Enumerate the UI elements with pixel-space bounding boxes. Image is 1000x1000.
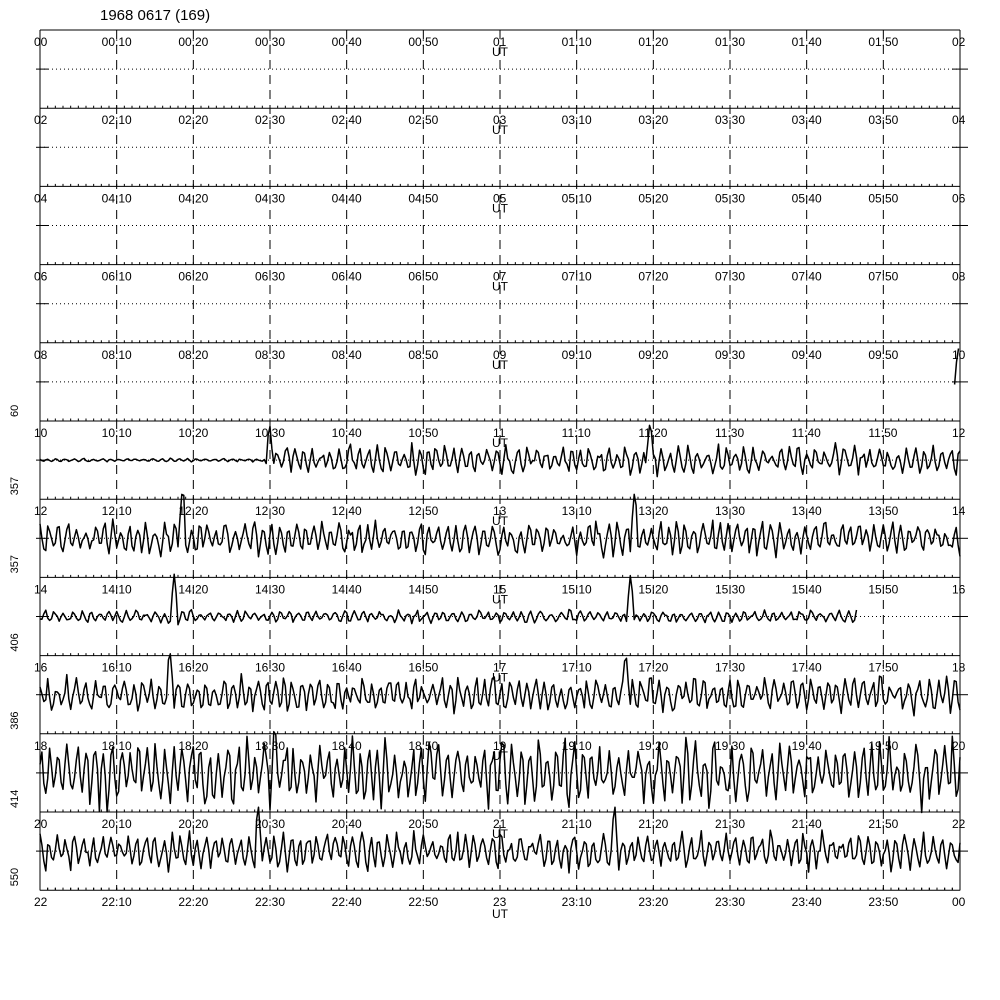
- tick-label-minute: 06:30: [255, 269, 286, 284]
- tick-label-minute: 09:10: [561, 347, 592, 362]
- tick-label-minute: 01:50: [868, 35, 899, 49]
- tick-label-minute: 17:50: [868, 660, 899, 675]
- tick-label-minute: 12:20: [178, 504, 209, 519]
- tick-label-minute: 14:30: [255, 582, 286, 597]
- tick-label-minute: 19:50: [868, 738, 899, 753]
- tick-label-minute: 20:20: [178, 817, 209, 831]
- tick-label-minute: 07:40: [791, 269, 822, 284]
- tick-label-hour-end: 06: [952, 191, 966, 206]
- axis-label-ut: UT: [492, 436, 508, 450]
- tick-label-minute: 16:50: [408, 660, 439, 675]
- tick-label-minute: 20:30: [255, 817, 286, 831]
- tick-label-minute: 08:20: [178, 347, 209, 362]
- tick-label-minute: 22:40: [331, 895, 362, 910]
- amplitude-label: 550: [9, 867, 21, 887]
- tick-label-minute: 15:10: [561, 582, 592, 597]
- tick-label-hour-mid: 17: [493, 660, 507, 675]
- tick-label-minute: 04:10: [101, 191, 132, 206]
- tick-label-minute: 18:50: [408, 738, 439, 753]
- tick-label-minute: 12:30: [255, 504, 286, 519]
- tick-label-minute: 06:50: [408, 269, 439, 284]
- tick-label-minute: 19:20: [638, 738, 669, 753]
- tick-label-minute: 01:20: [638, 35, 669, 49]
- tick-label-minute: 08:10: [101, 347, 132, 362]
- tick-label-minute: 11:20: [638, 426, 668, 440]
- tick-label-minute: 03:50: [868, 113, 899, 128]
- tick-label-minute: 01:40: [791, 35, 822, 49]
- tick-label-minute: 23:30: [715, 895, 746, 910]
- tick-label-minute: 08:40: [331, 347, 362, 362]
- tick-label-minute: 03:40: [791, 113, 822, 128]
- tick-label-minute: 11:40: [791, 426, 821, 440]
- tick-label-minute: 05:40: [791, 191, 822, 206]
- tick-label-hour-start: 18: [34, 738, 48, 753]
- axis-label-ut: UT: [492, 748, 508, 763]
- tick-label-hour-mid: 15: [493, 582, 507, 597]
- tick-label-minute: 21:50: [868, 817, 899, 831]
- tick-label-minute: 13:50: [868, 504, 899, 519]
- tick-label-minute: 00:50: [408, 35, 439, 49]
- amplitude-label: 414: [9, 789, 21, 808]
- tick-label-minute: 04:30: [255, 191, 286, 206]
- tick-label-minute: 00:40: [331, 35, 362, 49]
- tick-label-hour-end: 18: [952, 660, 966, 675]
- axis-label-ut: UT: [492, 907, 508, 922]
- tick-label-minute: 16:10: [101, 660, 132, 675]
- tick-label-minute: 05:10: [561, 191, 592, 206]
- tick-label-minute: 01:30: [715, 35, 746, 49]
- tick-label-minute: 19:30: [715, 738, 746, 753]
- tick-label-minute: 09:20: [638, 347, 669, 362]
- tick-label-minute: 23:40: [791, 895, 822, 910]
- tick-label-minute: 01:10: [561, 35, 592, 49]
- tick-label-hour-start: 12: [34, 504, 48, 519]
- axis-label-ut: UT: [492, 514, 508, 529]
- tick-label-minute: 10:30: [255, 426, 286, 440]
- tick-label-minute: 20:10: [101, 817, 132, 831]
- tick-label-minute: 13:10: [561, 504, 592, 519]
- tick-label-minute: 05:20: [638, 191, 669, 206]
- tick-label-hour-end: 22: [952, 817, 966, 831]
- tick-label-hour-end: 12: [952, 426, 966, 440]
- tick-label-minute: 21:10: [561, 817, 592, 831]
- axis-label-ut: UT: [492, 592, 508, 607]
- tick-label-minute: 05:30: [715, 191, 746, 206]
- tick-label-minute: 03:30: [715, 113, 746, 128]
- tick-label-minute: 15:40: [791, 582, 822, 597]
- tick-label-minute: 04:50: [408, 191, 439, 206]
- tick-label-minute: 12:40: [331, 504, 362, 519]
- tick-label-minute: 23:50: [868, 895, 899, 910]
- tick-label-minute: 10:10: [101, 426, 132, 440]
- tick-label-hour-mid: 01: [493, 35, 507, 49]
- tick-label-minute: 06:20: [178, 269, 209, 284]
- tick-label-minute: 15:50: [868, 582, 899, 597]
- amplitude-label: 406: [9, 633, 21, 652]
- tick-label-minute: 17:10: [561, 660, 592, 675]
- axis-label-ut: UT: [492, 827, 508, 841]
- tick-label-minute: 23:10: [561, 895, 592, 910]
- tick-label-minute: 18:40: [331, 738, 362, 753]
- tick-label-minute: 07:20: [638, 269, 669, 284]
- tick-label-minute: 09:50: [868, 347, 899, 362]
- tick-label-minute: 02:20: [178, 113, 209, 128]
- tick-label-minute: 03:20: [638, 113, 669, 128]
- tick-label-minute: 13:40: [791, 504, 822, 519]
- axis-label-ut: UT: [492, 201, 508, 216]
- tick-label-minute: 09:30: [715, 347, 746, 362]
- tick-label-minute: 19:10: [561, 738, 592, 753]
- tick-label-minute: 21:40: [791, 817, 822, 831]
- tick-label-hour-mid: 21: [493, 817, 507, 831]
- tick-label-minute: 20:50: [408, 817, 439, 831]
- tick-label-hour-end: 02: [952, 35, 966, 49]
- tick-label-hour-end: 04: [952, 113, 966, 128]
- tick-label-minute: 14:20: [178, 582, 209, 597]
- chart-title: 1968 0617 (169): [100, 7, 211, 24]
- tick-label-minute: 02:40: [331, 113, 362, 128]
- amplitude-label: 357: [9, 476, 21, 496]
- tick-label-minute: 21:30: [715, 817, 746, 831]
- tick-label-minute: 07:10: [561, 269, 592, 284]
- tick-label-minute: 17:40: [791, 660, 822, 675]
- axis-label-ut: UT: [492, 45, 508, 59]
- tick-label-hour-start: 14: [34, 582, 48, 597]
- tick-label-hour-start: 20: [34, 817, 48, 831]
- tick-label-hour-start: 10: [34, 426, 48, 440]
- tick-label-minute: 13:30: [715, 504, 746, 519]
- tick-label-minute: 14:40: [331, 582, 362, 597]
- tick-label-hour-start: 22: [34, 895, 48, 910]
- tick-label-hour-start: 04: [34, 191, 48, 206]
- tick-label-hour-mid: 13: [493, 504, 507, 519]
- tick-label-minute: 08:50: [408, 347, 439, 362]
- axis-label-ut: UT: [492, 279, 508, 294]
- tick-label-minute: 19:40: [791, 738, 822, 753]
- tick-label-minute: 04:40: [331, 191, 362, 206]
- tick-label-minute: 13:20: [638, 504, 669, 519]
- tick-label-minute: 08:30: [255, 347, 286, 362]
- tick-label-minute: 12:50: [408, 504, 439, 519]
- tick-label-minute: 17:30: [715, 660, 746, 675]
- tick-label-minute: 00:10: [101, 35, 132, 49]
- tick-label-hour-end: 14: [952, 504, 966, 519]
- tick-label-minute: 15:30: [715, 582, 746, 597]
- tick-label-minute: 10:40: [331, 426, 362, 440]
- tick-label-minute: 05:50: [868, 191, 899, 206]
- tick-label-minute: 20:40: [331, 817, 362, 831]
- tick-label-hour-mid: 19: [493, 738, 507, 753]
- tick-label-minute: 21:20: [638, 817, 669, 831]
- tick-label-hour-end: 10: [952, 347, 966, 362]
- tick-label-minute: 17:20: [638, 660, 669, 675]
- tick-label-minute: 07:50: [868, 269, 899, 284]
- axis-label-ut: UT: [492, 670, 508, 685]
- tick-label-minute: 00:30: [255, 35, 286, 49]
- tick-label-hour-start: 08: [34, 347, 48, 362]
- tick-label-minute: 11:30: [715, 426, 745, 440]
- tick-label-minute: 18:30: [255, 738, 286, 753]
- tick-label-minute: 06:40: [331, 269, 362, 284]
- tick-label-hour-end: 00: [952, 895, 966, 910]
- amplitude-label: 60: [9, 404, 21, 417]
- tick-label-minute: 07:30: [715, 269, 746, 284]
- tick-label-hour-mid: 07: [493, 269, 507, 284]
- tick-label-minute: 02:30: [255, 113, 286, 128]
- tick-label-hour-end: 08: [952, 269, 966, 284]
- tick-label-minute: 22:20: [178, 895, 209, 910]
- tick-label-minute: 22:10: [101, 895, 132, 910]
- tick-label-minute: 09:40: [791, 347, 822, 362]
- tick-label-minute: 16:20: [178, 660, 209, 675]
- tick-label-minute: 14:50: [408, 582, 439, 597]
- tick-label-minute: 04:20: [178, 191, 209, 206]
- amplitude-label: 386: [9, 711, 21, 730]
- tick-label-minute: 22:30: [255, 895, 286, 910]
- tick-label-hour-end: 16: [952, 582, 966, 597]
- tick-label-hour-mid: 03: [493, 113, 507, 128]
- tick-label-hour-start: 16: [34, 660, 48, 675]
- tick-label-minute: 02:10: [101, 113, 132, 128]
- tick-label-minute: 10:50: [408, 426, 439, 440]
- tick-label-minute: 16:40: [331, 660, 362, 675]
- tick-label-minute: 00:20: [178, 35, 209, 49]
- tick-label-minute: 18:10: [101, 738, 132, 753]
- tick-label-hour-start: 00: [34, 35, 48, 49]
- tick-label-minute: 06:10: [101, 269, 132, 284]
- axis-label-ut: UT: [492, 357, 508, 372]
- tick-label-hour-end: 20: [952, 738, 966, 753]
- tick-label-minute: 10:20: [178, 426, 209, 440]
- tick-label-hour-mid: 11: [493, 426, 506, 440]
- axis-label-ut: UT: [492, 123, 508, 138]
- tick-label-minute: 14:10: [101, 582, 132, 597]
- tick-label-minute: 12:10: [101, 504, 132, 519]
- tick-label-minute: 11:50: [868, 426, 898, 440]
- tick-label-minute: 11:10: [561, 426, 591, 440]
- tick-label-minute: 22:50: [408, 895, 439, 910]
- tick-label-minute: 03:10: [561, 113, 592, 128]
- tick-label-hour-start: 02: [34, 113, 48, 128]
- tick-label-hour-mid: 09: [493, 347, 507, 362]
- tick-label-minute: 02:50: [408, 113, 439, 128]
- tick-label-minute: 16:30: [255, 660, 286, 675]
- tick-label-hour-mid: 23: [493, 895, 507, 910]
- tick-label-hour-start: 06: [34, 269, 48, 284]
- tick-label-minute: 23:20: [638, 895, 669, 910]
- amplitude-label: 357: [9, 555, 21, 574]
- tick-label-minute: 18:20: [178, 738, 209, 753]
- tick-label-minute: 15:20: [638, 582, 669, 597]
- tick-label-hour-mid: 05: [493, 191, 507, 206]
